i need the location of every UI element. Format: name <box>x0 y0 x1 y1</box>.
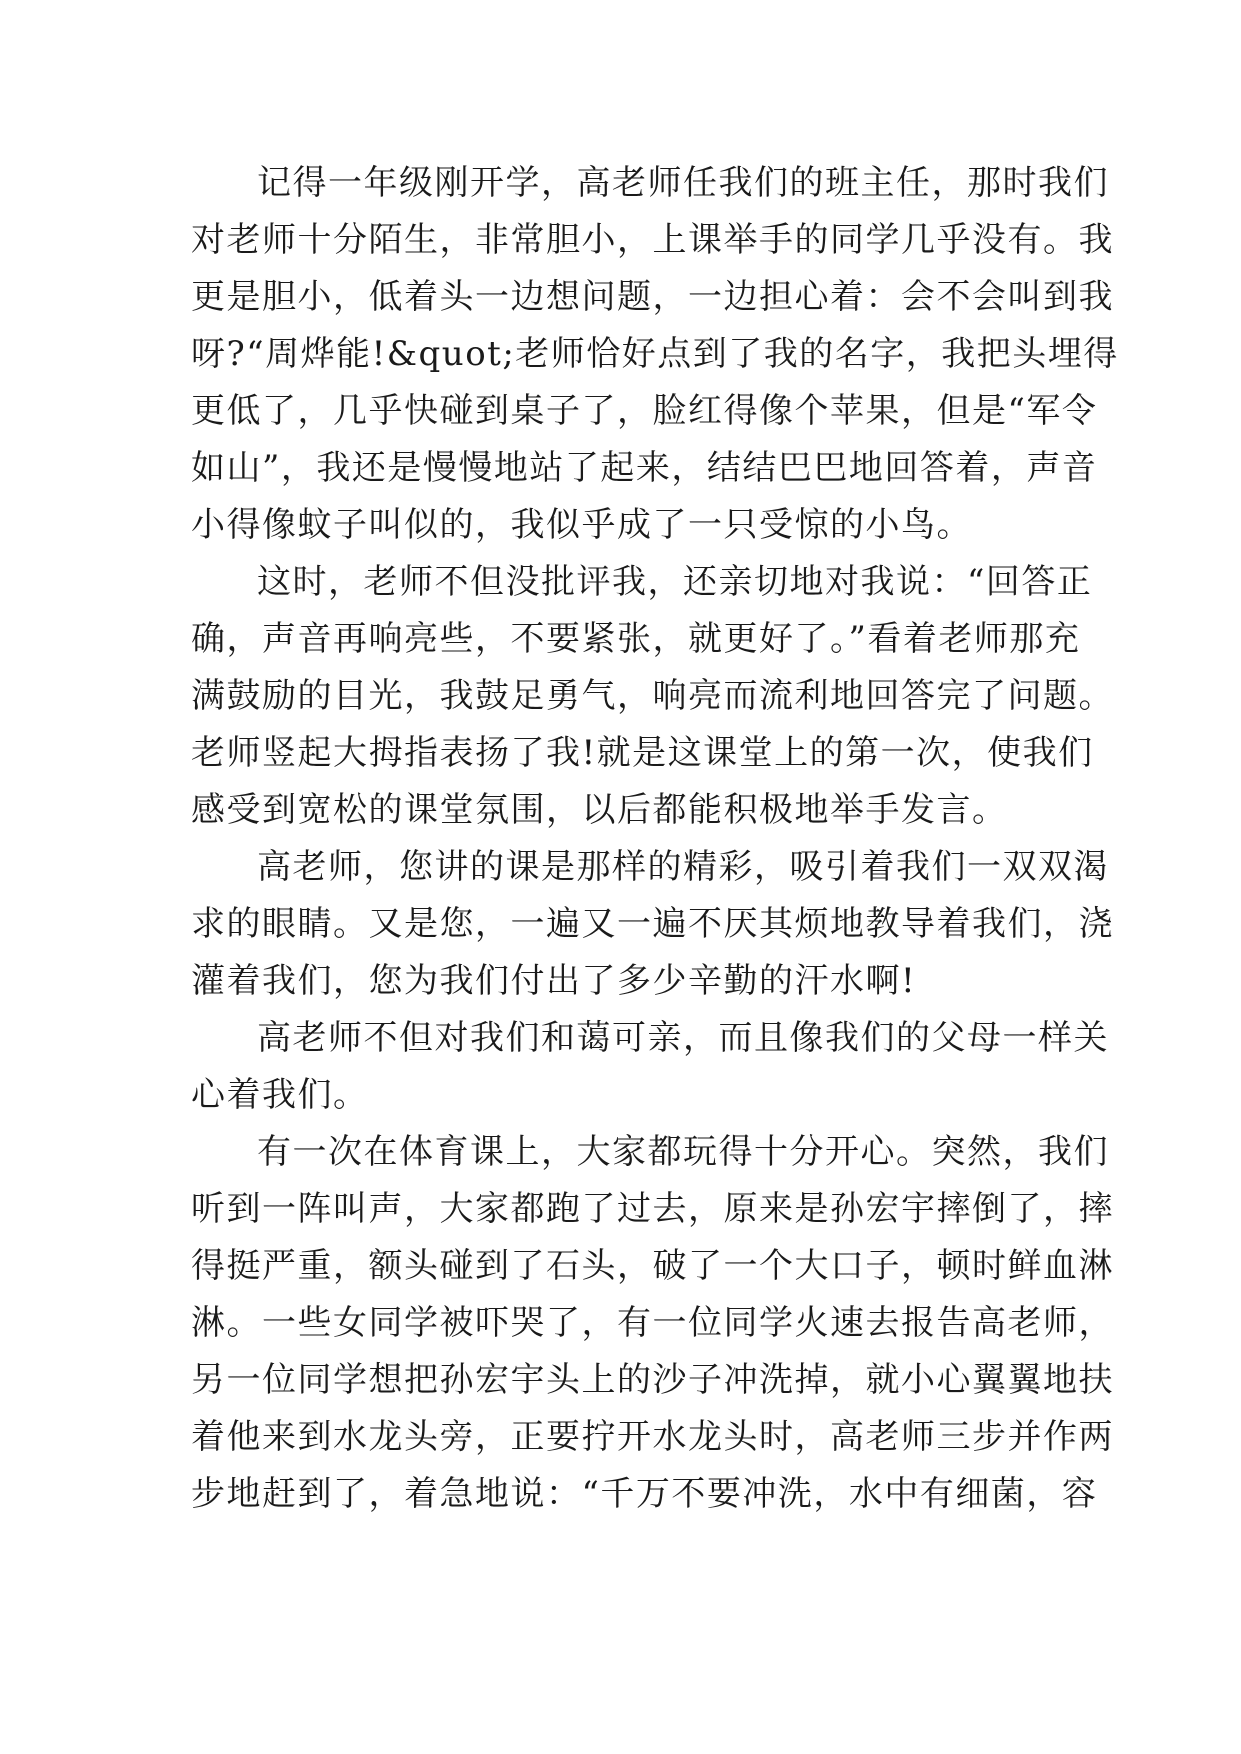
text-line: 得挺严重，额头碰到了石头，破了一个大口子，顿时鲜血淋 <box>191 1246 1114 1286</box>
text-line: 高老师不但对我们和蔼可亲，而且像我们的父母一样关 <box>257 1018 1109 1058</box>
text-line: 对老师十分陌生，非常胆小，上课举手的同学几乎没有。我 <box>191 220 1114 260</box>
text-line: 步地赶到了，着急地说：“千万不要冲洗，水中有细菌，容 <box>191 1474 1098 1514</box>
text-line: 呀?“周烨能!&quot;老师恰好点到了我的名字，我把头埋得 <box>191 334 1119 374</box>
text-line: 小得像蚊子叫似的，我似乎成了一只受惊的小鸟。 <box>191 505 972 545</box>
text-line: 满鼓励的目光，我鼓足勇气，响亮而流利地回答完了问题。 <box>191 676 1114 716</box>
text-line: 听到一阵叫声，大家都跑了过去，原来是孙宏宇摔倒了，摔 <box>191 1189 1114 1229</box>
text-line: 淋。一些女同学被吓哭了，有一位同学火速去报告高老师， <box>191 1303 1114 1343</box>
text-line: 着他来到水龙头旁，正要拧开水龙头时，高老师三步并作两 <box>191 1417 1114 1457</box>
text-line: 心着我们。 <box>191 1075 369 1115</box>
text-line: 更是胆小，低着头一边想问题，一边担心着：会不会叫到我 <box>191 277 1114 317</box>
text-line: 确，声音再响亮些，不要紧张，就更好了。”看着老师那充 <box>191 619 1081 659</box>
text-line: 如山”，我还是慢慢地站了起来，结结巴巴地回答着，声音 <box>191 448 1098 488</box>
text-line: 记得一年级刚开学，高老师任我们的班主任，那时我们 <box>257 163 1109 203</box>
text-line: 老师竖起大拇指表扬了我!就是这课堂上的第一次，使我们 <box>191 733 1094 773</box>
text-line: 高老师，您讲的课是那样的精彩，吸引着我们一双双渴 <box>257 847 1109 887</box>
text-line: 这时，老师不但没批评我，还亲切地对我说：“回答正 <box>257 562 1093 602</box>
document-body <box>191 155 1119 1523</box>
text-line: 有一次在体育课上，大家都玩得十分开心。突然，我们 <box>257 1132 1109 1172</box>
text-line: 感受到宽松的课堂氛围，以后都能积极地举手发言。 <box>191 790 1008 830</box>
text-line: 求的眼睛。又是您，一遍又一遍不厌其烦地教导着我们，浇 <box>191 904 1114 944</box>
text-line: 另一位同学想把孙宏宇头上的沙子冲洗掉，就小心翼翼地扶 <box>191 1360 1114 1400</box>
text-line: 更低了，几乎快碰到桌子了，脸红得像个苹果，但是“军令 <box>191 391 1098 431</box>
text-line: 灌着我们，您为我们付出了多少辛勤的汗水啊! <box>191 961 917 1001</box>
